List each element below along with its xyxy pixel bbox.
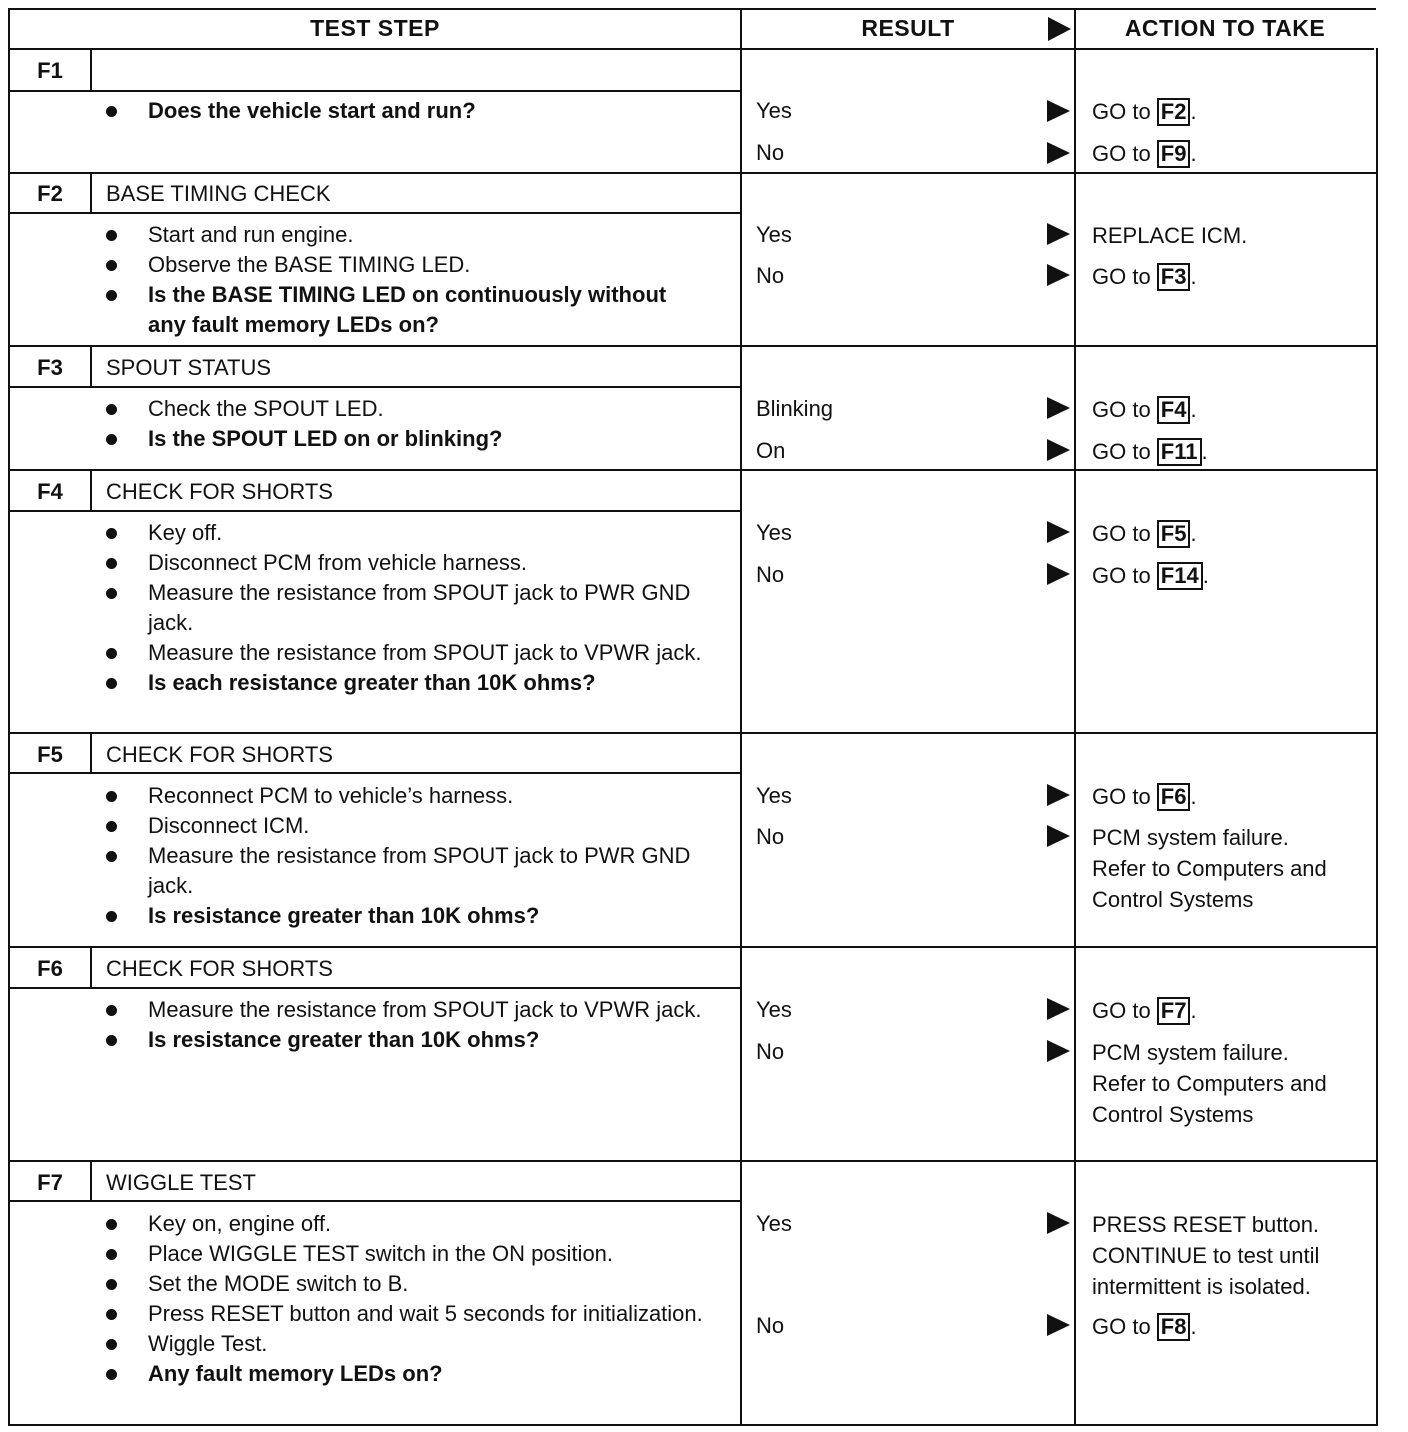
result-f1-yes: Yes xyxy=(756,98,792,123)
action-text: . xyxy=(1190,264,1197,289)
action-f1-yes xyxy=(1092,96,1377,127)
step-ref-box[interactable]: F5 xyxy=(1157,520,1191,548)
action-line: Refer to Computers and xyxy=(1092,1071,1327,1096)
arrow-icon xyxy=(1046,439,1070,461)
bullet-item: Measure the resistance from SPOUT jack to PWR GND jack. xyxy=(104,578,724,638)
bullet-item: Disconnect PCM from vehicle harness. xyxy=(104,548,724,578)
f2-title-divider xyxy=(8,212,742,214)
section-divider xyxy=(8,172,1378,174)
bullet-item: Any fault memory LEDs on? xyxy=(104,1359,724,1389)
action-line: Refer to Computers and xyxy=(1092,856,1327,881)
action-line: PCM system failure. xyxy=(1092,1040,1289,1065)
f6-title-divider xyxy=(8,987,742,989)
action-f4-no xyxy=(1092,560,1377,591)
step-ref-box[interactable]: F14 xyxy=(1157,562,1203,590)
f4-title-divider xyxy=(8,510,742,512)
action-text: . xyxy=(1190,141,1197,166)
arrow-icon xyxy=(1046,1040,1070,1062)
step-ref-box[interactable]: F2 xyxy=(1157,98,1191,126)
action-text: . xyxy=(1190,397,1197,422)
step-f2-bullets xyxy=(104,220,704,340)
f7-title-divider xyxy=(8,1200,742,1202)
action-text: . xyxy=(1202,563,1209,588)
action-line: Control Systems xyxy=(1092,1102,1254,1127)
bullet-item: Measure the resistance from SPOUT jack to VPWR jack. xyxy=(104,638,724,668)
step-ref-box[interactable]: F8 xyxy=(1157,1313,1191,1341)
table-border-bottom xyxy=(8,1424,1378,1426)
bullet-item: Start and run engine. xyxy=(104,220,704,250)
action-text: . xyxy=(1201,439,1208,464)
result-f6-no: No xyxy=(756,1039,785,1064)
result-f5-no: No xyxy=(756,824,785,849)
result-f4-yes: Yes xyxy=(756,520,792,545)
arrow-icon xyxy=(1046,998,1070,1020)
action-f4-yes xyxy=(1092,518,1377,549)
action-line: intermittent is isolated. xyxy=(1092,1274,1311,1299)
bullet-item: Is resistance greater than 10K ohms? xyxy=(104,901,724,931)
result-f4-no: No xyxy=(756,562,785,587)
bullet-item: Measure the resistance from SPOUT jack to PWR GND jack. xyxy=(104,841,724,901)
step-ref-box[interactable]: F3 xyxy=(1157,263,1191,291)
step-ref-box[interactable]: F4 xyxy=(1157,396,1191,424)
bullet-item: Does the vehicle start and run? xyxy=(104,96,734,126)
bullet-item: Disconnect ICM. xyxy=(104,811,724,841)
bullet-item: Place WIGGLE TEST switch in the ON position. xyxy=(104,1239,724,1269)
f7-id-divider xyxy=(90,1160,92,1202)
action-line: PCM system failure. xyxy=(1092,825,1289,850)
f1-title-divider xyxy=(8,90,742,92)
f5-id-divider xyxy=(90,732,92,774)
arrow-icon xyxy=(1046,397,1070,419)
action-text: . xyxy=(1190,1314,1197,1339)
action-f7-no xyxy=(1092,1311,1377,1342)
table-border-left xyxy=(8,8,10,1426)
bullet-item: Press RESET button and wait 5 seconds for initialization. xyxy=(104,1299,724,1329)
action-f6-no xyxy=(1092,1037,1377,1130)
bullet-item: Measure the resistance from SPOUT jack to VPWR jack. xyxy=(104,995,724,1025)
bullet-item: Reconnect PCM to vehicle’s harness. xyxy=(104,781,724,811)
arrow-icon xyxy=(1046,521,1070,543)
arrow-icon xyxy=(1046,825,1070,847)
section-divider xyxy=(8,469,1378,471)
step-id-f7: F7 xyxy=(37,1170,63,1195)
f2-id-divider xyxy=(90,172,92,214)
f5-title-divider xyxy=(8,772,742,774)
step-title-f7: WIGGLE TEST xyxy=(106,1170,256,1195)
result-f1-no: No xyxy=(756,140,785,165)
result-f3-blinking: Blinking xyxy=(756,396,834,421)
action-text: GO to xyxy=(1092,264,1157,289)
section-divider xyxy=(8,345,1378,347)
action-line: Control Systems xyxy=(1092,887,1254,912)
step-title-f5: CHECK FOR SHORTS xyxy=(106,742,333,767)
result-f6-yes: Yes xyxy=(756,997,792,1022)
step-title-f2: BASE TIMING CHECK xyxy=(106,181,331,206)
step-title-f4: CHECK FOR SHORTS xyxy=(106,479,333,504)
action-text: . xyxy=(1190,99,1197,124)
action-text: GO to xyxy=(1092,1314,1157,1339)
section-divider xyxy=(8,1160,1378,1162)
arrow-icon xyxy=(1046,142,1070,164)
action-text: . xyxy=(1190,521,1197,546)
step-f1-bullets xyxy=(104,96,734,126)
f3-id-divider xyxy=(90,345,92,388)
step-f3-bullets xyxy=(104,394,724,454)
action-text: GO to xyxy=(1092,521,1157,546)
action-text: . xyxy=(1190,998,1197,1023)
column-divider-result xyxy=(1074,8,1076,1426)
bullet-item: Key off. xyxy=(104,518,724,548)
action-f2-yes: REPLACE ICM. xyxy=(1092,223,1248,248)
action-f5-no xyxy=(1092,822,1377,915)
action-f3-blinking xyxy=(1092,394,1377,425)
action-text: GO to xyxy=(1092,397,1157,422)
section-divider xyxy=(8,946,1378,948)
column-divider-step xyxy=(740,8,742,1426)
result-f5-yes: Yes xyxy=(756,783,792,808)
section-divider xyxy=(8,732,1378,734)
f1-id-divider xyxy=(90,48,92,92)
step-id-f5: F5 xyxy=(37,742,63,767)
step-id-f1: F1 xyxy=(37,58,63,83)
action-text: . xyxy=(1190,784,1197,809)
header-arrow-icon xyxy=(1046,16,1072,47)
action-text: GO to xyxy=(1092,439,1157,464)
bullet-item: Is each resistance greater than 10K ohms? xyxy=(104,668,724,698)
action-text: GO to xyxy=(1092,141,1157,166)
f4-id-divider xyxy=(90,469,92,512)
action-f5-yes xyxy=(1092,781,1377,812)
step-f7-bullets xyxy=(104,1209,724,1389)
f6-id-divider xyxy=(90,946,92,989)
step-ref-box[interactable]: F7 xyxy=(1157,997,1191,1025)
step-id-f4: F4 xyxy=(37,479,63,504)
action-line: CONTINUE to test until xyxy=(1092,1243,1320,1268)
arrow-icon xyxy=(1046,784,1070,806)
result-f7-yes: Yes xyxy=(756,1211,792,1236)
action-text: GO to xyxy=(1092,563,1157,588)
arrow-icon xyxy=(1046,1212,1070,1234)
result-f7-no: No xyxy=(756,1313,785,1338)
action-f2-no xyxy=(1092,261,1377,292)
action-text: GO to xyxy=(1092,784,1157,809)
action-f6-yes xyxy=(1092,995,1377,1026)
step-f6-bullets xyxy=(104,995,724,1055)
arrow-icon xyxy=(1046,563,1070,585)
action-line: PRESS RESET button. xyxy=(1092,1212,1320,1237)
arrow-icon xyxy=(1046,1314,1070,1336)
action-f7-yes xyxy=(1092,1209,1377,1302)
step-ref-box[interactable]: F6 xyxy=(1157,783,1191,811)
result-f2-yes: Yes xyxy=(756,222,792,247)
step-ref-box[interactable]: F9 xyxy=(1157,140,1191,168)
bullet-item: Key on, engine off. xyxy=(104,1209,724,1239)
action-text: GO to xyxy=(1092,99,1157,124)
step-f5-bullets xyxy=(104,781,724,931)
step-id-f6: F6 xyxy=(37,956,63,981)
step-title-f3: SPOUT STATUS xyxy=(106,355,272,380)
step-id-f2: F2 xyxy=(37,181,63,206)
header-test-step: TEST STEP xyxy=(10,8,740,50)
header-action: ACTION TO TAKE xyxy=(1076,8,1374,50)
step-ref-box[interactable]: F11 xyxy=(1157,438,1202,466)
bullet-item: Wiggle Test. xyxy=(104,1329,724,1359)
header-result: RESULT xyxy=(742,8,1074,50)
bullet-item: Check the SPOUT LED. xyxy=(104,394,724,424)
action-f3-on xyxy=(1092,436,1377,467)
action-text: GO to xyxy=(1092,998,1157,1023)
step-f4-bullets xyxy=(104,518,724,698)
bullet-item: Is resistance greater than 10K ohms? xyxy=(104,1025,724,1055)
step-id-f3: F3 xyxy=(37,355,63,380)
bullet-item: Observe the BASE TIMING LED. xyxy=(104,250,704,280)
arrow-icon xyxy=(1046,100,1070,122)
bullet-item: Set the MODE switch to B. xyxy=(104,1269,724,1299)
table-border-top xyxy=(8,8,1376,10)
bullet-item: Is the SPOUT LED on or blinking? xyxy=(104,424,724,454)
step-title-f6: CHECK FOR SHORTS xyxy=(106,956,333,981)
action-f1-no xyxy=(1092,138,1377,169)
result-f2-no: No xyxy=(756,263,785,288)
bullet-item: Is the BASE TIMING LED on continuously without any fault memory LEDs on? xyxy=(104,280,704,340)
arrow-icon xyxy=(1046,223,1070,245)
arrow-icon xyxy=(1046,264,1070,286)
f3-title-divider xyxy=(8,386,742,388)
result-f3-on: On xyxy=(756,438,786,463)
